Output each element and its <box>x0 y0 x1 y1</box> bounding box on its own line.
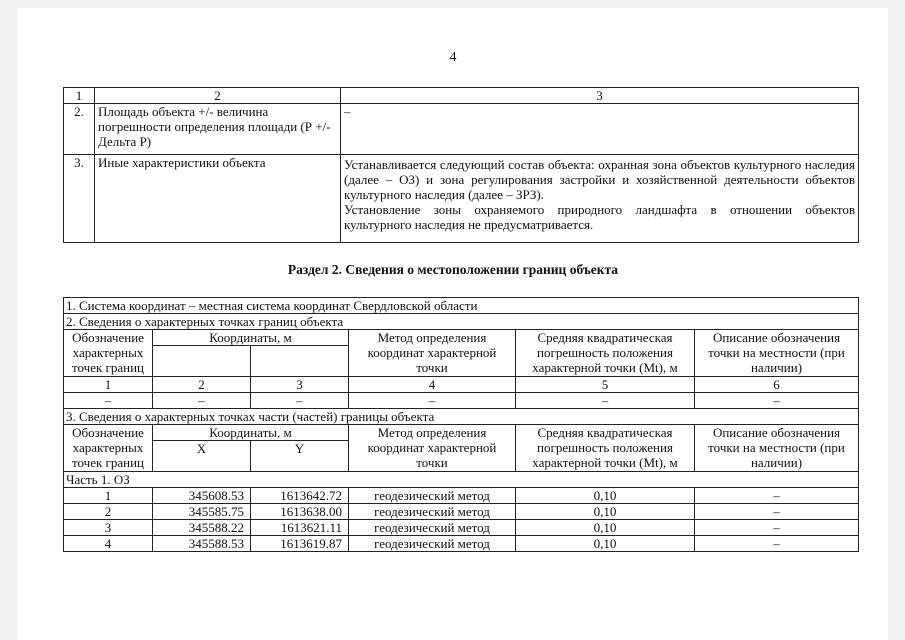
coords-header: Координаты, м <box>153 330 349 346</box>
dash-cell: – <box>251 393 349 409</box>
point-number: 4 <box>64 536 153 552</box>
point-y: 1613642.72 <box>251 488 349 504</box>
row-number: 2. <box>64 104 95 155</box>
point-y: 1613619.87 <box>251 536 349 552</box>
error-header: Средняя квадратическая погрешность положения характерной точки (Mt), м <box>516 425 695 472</box>
x-header: X <box>153 441 251 472</box>
column-number: 6 <box>695 377 859 393</box>
point-number: 3 <box>64 520 153 536</box>
table-row <box>64 314 859 330</box>
point-method: геодезический метод <box>349 536 516 552</box>
table-header-row <box>64 88 859 104</box>
dash-cell: – <box>349 393 516 409</box>
header-cell: 2 <box>95 88 341 104</box>
point-x: 345585.75 <box>153 504 251 520</box>
column-number: 5 <box>516 377 695 393</box>
value-paragraph: Установление зоны охраняемого природного ландшафта в отношении объектов культурного наследия не предусматривается. <box>344 202 855 232</box>
designation-header: Обозначение характерных точек границ <box>64 330 153 377</box>
point-method: геодезический метод <box>349 520 516 536</box>
column-numbers-row <box>64 377 859 393</box>
column-number: 1 <box>64 377 153 393</box>
row-name: Площадь объекта +/- величина погрешности определения площади (Р +/- Дельта Р) <box>95 104 341 155</box>
dash-cell: – <box>695 393 859 409</box>
row-value <box>341 155 859 243</box>
points-title-row: 2. Сведения о характерных точках границ объекта <box>64 314 859 330</box>
point-method: геодезический метод <box>349 504 516 520</box>
error-header: Средняя квадратическая погрешность положения характерной точки (Mt), м <box>516 330 695 377</box>
point-x: 345588.22 <box>153 520 251 536</box>
value-paragraph: Устанавливается следующий состав объекта: охранная зона объектов культурного наследия (далее – ОЗ) и зона регулирования застройки и хозяйственной деятельности объектов культурного наследия (далее – ЗРЗ). <box>344 157 855 202</box>
description-header: Описание обозначения точки на местности (при наличии) <box>695 425 859 472</box>
dash-cell: – <box>64 393 153 409</box>
point-method: геодезический метод <box>349 488 516 504</box>
table-row <box>64 488 859 504</box>
point-description: – <box>695 536 859 552</box>
point-number: 1 <box>64 488 153 504</box>
table-row <box>64 472 859 488</box>
table-row <box>64 536 859 552</box>
point-description: – <box>695 504 859 520</box>
section-title: Раздел 2. Сведения о местоположении границ объекта <box>287 262 619 277</box>
coords-header: Координаты, м <box>153 425 349 441</box>
point-y: 1613621.11 <box>251 520 349 536</box>
table-row <box>64 393 859 409</box>
method-header: Метод определения координат характерной точки <box>349 330 516 377</box>
dash-cell: – <box>516 393 695 409</box>
header-cell: 3 <box>341 88 859 104</box>
dash-cell: – <box>153 393 251 409</box>
table-row <box>64 298 859 314</box>
part-label: Часть 1. ОЗ <box>64 472 859 488</box>
coord-system-row: 1. Система координат – местная система координат Свердловской области <box>64 298 859 314</box>
column-number: 3 <box>251 377 349 393</box>
point-x: 345608.53 <box>153 488 251 504</box>
boundary-points-table <box>63 297 859 552</box>
point-error: 0,10 <box>516 536 695 552</box>
row-number: 3. <box>64 155 95 243</box>
y-header <box>251 346 349 377</box>
header-cell: 1 <box>64 88 95 104</box>
table-row <box>64 155 859 243</box>
parts-title-row: 3. Сведения о характерных точках части (частей) границы объекта <box>64 409 859 425</box>
page-number: 4 <box>449 50 457 65</box>
column-number: 4 <box>349 377 516 393</box>
row-name: Иные характеристики объекта <box>95 155 341 243</box>
table-row <box>64 409 859 425</box>
x-header <box>153 346 251 377</box>
row-value: – <box>341 104 859 155</box>
point-y: 1613638.00 <box>251 504 349 520</box>
column-number: 2 <box>153 377 251 393</box>
point-x: 345588.53 <box>153 536 251 552</box>
y-header: Y <box>251 441 349 472</box>
document-page <box>18 8 888 640</box>
table-header-row <box>64 425 859 441</box>
table-row <box>64 520 859 536</box>
point-number: 2 <box>64 504 153 520</box>
designation-header: Обозначение характерных точек границ <box>64 425 153 472</box>
point-error: 0,10 <box>516 488 695 504</box>
point-error: 0,10 <box>516 520 695 536</box>
point-description: – <box>695 520 859 536</box>
description-header: Описание обозначения точки на местности (при наличии) <box>695 330 859 377</box>
point-description: – <box>695 488 859 504</box>
table-row <box>64 504 859 520</box>
point-error: 0,10 <box>516 504 695 520</box>
table-header-row <box>64 330 859 346</box>
table-row <box>64 104 859 155</box>
object-characteristics-table <box>63 87 859 243</box>
method-header: Метод определения координат характерной точки <box>349 425 516 472</box>
